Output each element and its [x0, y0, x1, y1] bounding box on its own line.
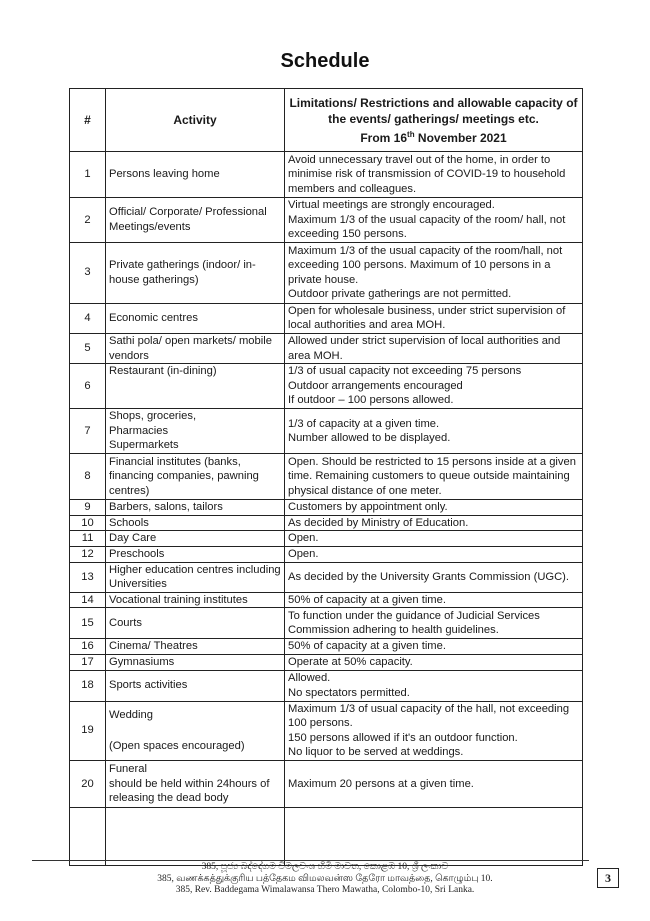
row-activity: Economic centres: [106, 303, 285, 333]
header-limitations-line3: [360, 131, 506, 145]
header-limitations-line2: the events/ gatherings/ meetings etc.: [328, 111, 539, 126]
limitation-line: 1/3 of usual capacity not exceeding 75 persons: [288, 365, 522, 378]
footer-address-sinhala: 385, පූජ්‍ය බද්දේගම විමලවංශ හිමි මාවත, කොළඹ 10, ශ්‍රී ලංකාව: [201, 862, 449, 872]
limitation-line: 1/3 of capacity at a given time.: [288, 417, 440, 430]
row-activity: [106, 760, 285, 807]
row-limitation: 50% of capacity at a given time.: [285, 592, 583, 608]
row-limitation: Open.: [285, 531, 583, 547]
limitation-line: Number allowed to be displayed.: [288, 432, 451, 445]
header-row: [70, 89, 583, 152]
page-number: 3: [597, 868, 619, 888]
table-row: [70, 500, 583, 516]
row-number: 14: [70, 592, 106, 608]
limitation-line: Maximum 1/3 of the usual capacity of the room/hall, not exceeding 100 persons. Maximum of 10 persons in a private house.: [288, 244, 563, 286]
header-num: #: [70, 89, 106, 152]
activity-main: Wedding: [109, 709, 153, 722]
table-row: [70, 198, 583, 243]
row-activity: Gymnasiums: [106, 654, 285, 670]
table-row: [70, 454, 583, 500]
table-row: [70, 592, 583, 608]
row-limitation: Allowed under strict supervision of local authorities and area MOH.: [285, 333, 583, 363]
row-activity: Schools: [106, 515, 285, 531]
row-number: 16: [70, 639, 106, 655]
row-number: 3: [70, 242, 106, 303]
table-row: [70, 670, 583, 701]
row-activity: Preschools: [106, 546, 285, 562]
table-row: [70, 515, 583, 531]
limitation-line: 150 persons allowed if it's an outdoor function.: [288, 731, 518, 744]
row-limitation: Maximum 20 persons at a given time.: [285, 760, 583, 807]
footer-address-english: 385, Rev. Baddegama Wimalawansa Thero Mawatha, Colombo-10, Sri Lanka.: [175, 885, 475, 895]
table-row: [70, 760, 583, 807]
row-number: 6: [70, 364, 106, 409]
limitation-line: Allowed.: [288, 671, 331, 684]
row-limitation: 50% of capacity at a given time.: [285, 639, 583, 655]
row-activity: Cinema/ Theatres: [106, 639, 285, 655]
row-activity: Official/ Corporate/ Professional Meetings/events: [106, 198, 285, 243]
row-number: 12: [70, 546, 106, 562]
row-activity: Higher education centres including Universities: [106, 562, 285, 592]
table-row: [70, 608, 583, 639]
row-number: 2: [70, 198, 106, 243]
activity-line: Shops, groceries,: [109, 410, 197, 423]
table-row: [70, 546, 583, 562]
row-number: 20: [70, 760, 106, 807]
activity-line: Pharmacies: [109, 424, 169, 437]
table-row: [70, 531, 583, 547]
table-row: [70, 639, 583, 655]
header-date-suffix: November 2021: [414, 130, 507, 145]
row-number: 5: [70, 333, 106, 363]
row-activity: Vocational training institutes: [106, 592, 285, 608]
row-limitation: [285, 670, 583, 701]
row-limitation: Open. Should be restricted to 15 persons inside at a given time. Remaining customers to queue outside maintaining physical distance of one meter.: [285, 454, 583, 500]
row-limitation: [285, 409, 583, 454]
header-date-sup: th: [407, 129, 415, 139]
row-activity: Sathi pola/ open markets/ mobile vendors: [106, 333, 285, 363]
row-limitation: Open for wholesale business, under strict supervision of local authorities and area MOH.: [285, 303, 583, 333]
limitation-line: Maximum 1/3 of the usual capacity of the room/ hall, not exceeding 150 persons.: [288, 213, 566, 241]
header-activity: Activity: [106, 89, 285, 152]
row-limitation: As decided by the University Grants Commission (UGC).: [285, 562, 583, 592]
row-number: 4: [70, 303, 106, 333]
table-row: [70, 303, 583, 333]
limitation-line: Maximum 1/3 of usual capacity of the hall, not exceeding 100 persons.: [288, 702, 570, 730]
row-number: 7: [70, 409, 106, 454]
header-limitations-line1: Limitations/ Restrictions and allowable capacity of: [289, 95, 578, 110]
header-date-prefix: From 16: [360, 130, 408, 145]
footer-divider: [32, 860, 589, 861]
footer-address: [150, 862, 500, 897]
row-activity: Persons leaving home: [106, 152, 285, 198]
table-row-empty: [70, 807, 583, 865]
row-activity: [106, 701, 285, 760]
limitation-line: Outdoor arrangements encouraged: [288, 379, 463, 392]
activity-line: Funeral: [109, 762, 147, 775]
row-number: 8: [70, 454, 106, 500]
table-row: [70, 409, 583, 454]
row-limitation: Customers by appointment only.: [285, 500, 583, 516]
row-number: 11: [70, 531, 106, 547]
row-number: 9: [70, 500, 106, 516]
limitation-line: No liquor to be served at weddings.: [288, 746, 464, 759]
row-activity: Courts: [106, 608, 285, 639]
row-activity: Financial institutes (banks, financing companies, pawning centres): [106, 454, 285, 500]
header-limitations: [285, 89, 583, 152]
limitation-line: Outdoor private gatherings are not permitted.: [288, 288, 512, 301]
row-activity: Private gatherings (indoor/ in-house gatherings): [106, 242, 285, 303]
row-activity: Day Care: [106, 531, 285, 547]
activity-note: (Open spaces encouraged): [109, 739, 245, 752]
activity-line: Supermarkets: [109, 439, 179, 452]
row-activity: Sports activities: [106, 670, 285, 701]
table-row: [70, 152, 583, 198]
row-number: 13: [70, 562, 106, 592]
schedule-table: [69, 88, 583, 866]
row-number: 18: [70, 670, 106, 701]
empty-cell: [106, 807, 285, 865]
row-limitation: [285, 242, 583, 303]
row-activity: Barbers, salons, tailors: [106, 500, 285, 516]
row-number: 15: [70, 608, 106, 639]
footer-address-tamil: 385, வணக்கத்துக்குரிய பத்தேகம விமலவன்ஸ தேரோ மாவத்தை, கொழும்பு 10.: [157, 873, 493, 884]
table-row: [70, 242, 583, 303]
row-limitation: Avoid unnecessary travel out of the home, in order to minimise risk of transmission of COVID-19 to household members and colleagues.: [285, 152, 583, 198]
row-number: 17: [70, 654, 106, 670]
row-limitation: [285, 198, 583, 243]
row-limitation: As decided by Ministry of Education.: [285, 515, 583, 531]
activity-line: should be held within 24hours of releasing the dead body: [109, 777, 270, 805]
row-limitation: [285, 701, 583, 760]
row-limitation: Open.: [285, 546, 583, 562]
row-limitation: [285, 364, 583, 409]
row-limitation: Operate at 50% capacity.: [285, 654, 583, 670]
table-row: [70, 654, 583, 670]
table-row: [70, 562, 583, 592]
empty-cell: [285, 807, 583, 865]
empty-cell: [70, 807, 106, 865]
table-row: [70, 364, 583, 409]
row-limitation: To function under the guidance of Judicial Services Commission adhering to health guidelines.: [285, 608, 583, 639]
row-number: 19: [70, 701, 106, 760]
table-row: [70, 701, 583, 760]
row-activity: Restaurant (in-dining): [106, 364, 285, 409]
row-number: 1: [70, 152, 106, 198]
limitation-line: No spectators permitted.: [288, 686, 410, 699]
limitation-line: Virtual meetings are strongly encouraged.: [288, 199, 495, 211]
row-activity: [106, 409, 285, 454]
page-title: Schedule: [280, 50, 370, 72]
table-row: [70, 333, 583, 363]
limitation-line: If outdoor – 100 persons allowed.: [288, 394, 454, 407]
row-number: 10: [70, 515, 106, 531]
